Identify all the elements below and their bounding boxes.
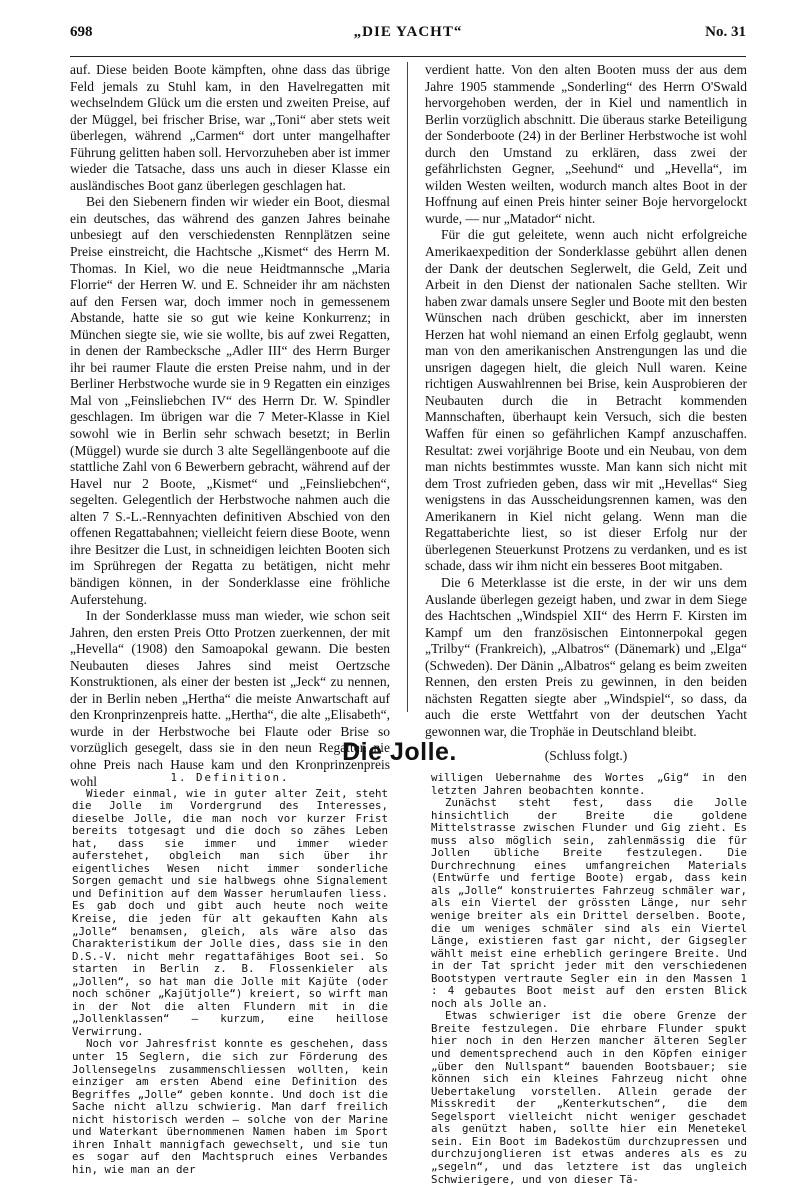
article-signoff: (Schluss folgt.) [544, 748, 628, 764]
paragraph: Die 6 Meterklasse ist die erste, in der wir uns dem Auslande überlegen gezeigt haben, und zwar in dem Siege des Hachtschen „Windspiel XII“ des Herrn F. Kirsten im Kampf um den französischen Eintonnerpokal gegen „Trilby“ (Frankreich), „Albatros“ (Dänemark) und „Elga“ (Schweden). Der Dänin „Albatros“ gelang es beim zweiten Rennen, den ersten Preis zu gewinnen, in den beiden nächsten Regatten siegte aber „Windspiel“, so dass, da auch die erste Wettfahrt von der deutschen Yacht gewonnen war, die Trophäe in Deutschland bleibt. [425, 574, 747, 739]
header-rule [70, 56, 746, 57]
page-header [70, 24, 746, 46]
paragraph: Bei den Siebenern finden wir wieder ein Boot, diesmal ein deutsches, das während des ganzen Jahres beinahe unbesiegt auf den verschiedensten Rennplätzen seine Preise einstreicht, die Hachtsche „Kismet“ des Herrn M. Thomas. In Kiel, wo die neue Heidtmannsche „Maria Florrie“ der Herren W. und E. Schneider ihr am nächsten auf den Fersen war, doch immer noch in gemessenem Abstande, hatte sie so gut wie keine Konkurrenz; in München siegte sie, wie sie wollte, bis auf zwei Regatten, in denen der Rambecksche „Adler III“ des Herrn Burger ihr bei raumer Flaute die ersten Preise nahm, und in der Berliner Herbstwoche wurde sie in 9 Regatten ein einziges Mal von „Feinsliebchen IV“ des Herrn Dr. W. Spindler geschlagen. Im übrigen war die 7 Meter-Klasse in Kiel sowohl wie in Berlin sehr schwach besetzt; in Berlin (Müggel) wurde sie durch 3 alte Segellängenboote auf die stattliche Zahl von 6 Bewerbern gebracht, während auf der Havel nur 2 Boote, „Kismet“ und „Feinsliebchen“, segelten. Gelegentlich der Herbstwoche nahmen auch die alten 7 S.-L.-Rennyachten definitiven Abschied von den offenen Regattabahnen; vielleicht feiern diese Boote, wenn ihre Besitzer die Lust, in schneidigen leichten Booten sich im Sprühregen der Regatta zu betätigen, nicht mehr bändigen können, in der Sonderklasse eine fröhliche Auferstehung. [70, 194, 390, 607]
paragraph: verdient hatte. Von den alten Booten muss der aus dem Jahre 1905 stammende „Sonderling“ des Herrn O'Swald hervorgehoben werden, der in Kiel und namentlich in Berlin vorzüglich abschnitt. Die überaus starke Beteiligung der Sonderboote (24) in der Berliner Herbstwoche ist wohl durch den Umstand zu erklären, dass zwei der gefährlichsten Gegner, „Seehund“ und „Hevella“, im wilden Westen weilten, wodurch manch altes Boot in der Hoffnung auf einen Preis hinter seiner Boje hervorgelockt wurde, — nur „Matador“ nicht. [425, 62, 747, 226]
section-subhead: 1. Definition. [170, 771, 290, 784]
paragraph: Wieder einmal, wie in guter alter Zeit, steht die Jolle im Vordergrund des Interesses, dieselbe Jolle, die man noch vor kurzer Frist bereits totgesagt und die doch so zähes Leben hat, dass sie immer und immer wieder auferstehet, obgleich man sich über ihr eigentliches Wesen nicht immer sonderliche Sorgen gemacht und sie halbwegs ohne Signalement und Definition auf dem Wasser herumlaufen liess. Es gab doch und gibt auch heute noch weite Kreise, die jeden für alt gekauften Kahn als „Jolle“ benamsen, gleich, als wäre also das Charakteristikum der Jolle dies, dass sie in den D.S.-V. nicht mehr regattafähiges Boot sei. So starten in Berlin z. B. Flossenkieler als „Jollen“, so hat man die Jolle mit Kajüte (oder noch schöner „Kajütjolle“) kreiert, so wirft man in der Not die alten Flundern mit in die „Jollenklassen“ — kurzum, eine heillose Verwirrung. [72, 786, 388, 1038]
jolle-left-column [72, 772, 388, 1177]
page-number: 698 [70, 24, 93, 40]
section-title: Die Jolle. [342, 738, 457, 766]
issue-number: No. 31 [705, 24, 746, 40]
journal-title: „DIE YACHT“ [353, 24, 463, 40]
article-left-column [70, 62, 390, 790]
paragraph: auf. Diese beiden Boote kämpften, ohne dass das übrige Feld jemals zu Stuhl kam, in den Havelregatten mit wechselndem Glück um die ersten und zweiten Preise, auf der Müggel, bei frischer Brise, war „Toni“ aber stets weit überlegen, während „Carmen“ dort unter mangelhafter Führung gelitten haben soll. Hervorzuheben aber ist immer wieder die Tatsache, dass uns auch in dieser Klasse ein ausländisches Boot ganz überlegen geschlagen hat. [70, 62, 390, 193]
column-divider [407, 62, 408, 712]
paragraph: Noch vor Jahresfrist konnte es geschehen, dass unter 15 Seglern, die sich zur Förderung des Jollensegelns zusammenschliessen wollten, kein einziger am ersten Abend eine Definition des Begriffes „Jolle“ geben konnte. Und doch ist die Sache nicht allzu schwierig. Man darf freilich nicht historisch werden — solche von der Marine und Waterkant übernommenen Namen haben im Sport ihren Inhalt mannigfach gewechselt, und sie tun es sogar auf den Machtspruch eines Verbandes hin, wie man an der [72, 1037, 388, 1176]
paragraph: Für die gut geleitete, wenn auch nicht erfolgreiche Amerikaexpedition der Sonderklasse gebührt allen denen der Dank der deutschen Seglerwelt, die Geld, Zeit und Arbeit in den Dienst der nationalen Sache stellten. Wir haben zwar damals unsere Segler und Boote mit den besten Wünschen nach drüben geschickt, aber im innersten Herzen hat wohl niemand an einen Erfolg geglaubt, wenn man von den amerikanischen Anstrengungen las und die unsrigen dagegen hielt, die gleich Null waren. Keine richtigen Auswahlrennen bei Brise, kein Ausprobieren der Neubauten durch die in Betracht kommenden Mannschaften, überhaupt kein Versuch, sich die besten Waffen für einen so gefährlichen Kampf anzuschaffen. Resultat: zwei vorjährige Boote und ein Neubau, von dem man nichts bestimmtes wusste. Man kann sich nicht mit dem Trost zufrieden geben, dass wir mit „Hevellas“ Sieg wenigstens in das Ausscheidungsrennen kamen, was den Amerikanern in Kiel nicht gelang. Wenn man die Regattaberichte liest, so ist dieser Erfolg nur der überlegenen Steuerkunst Protzens zu verdanken, und es ist schade, dass wir ihm nicht ein besseres Boot mitgaben. [425, 227, 747, 574]
paragraph: Etwas schwieriger ist die obere Grenze der Breite festzulegen. Die ehrbare Flunder spukt hier noch in den Herzen mancher älteren Segler und dementsprechend auch in den Köpfen einiger „über den Nullspant“ bauenden Bootsbauer; sie können sich ein kleines Fahrzeug nicht ohne Uebertakelung vorstellen. Allein gerade der Misskredit der „Kenterkutschen“, die dem Segelsport vielleicht nicht weniger geschadet als genützt haben, sollte hier ein Menetekel sein. Ein Boot im Badekostüm durchzupressen und durchzujonglieren ist etwas anderes als es zu „segeln“, und das letztere ist das ungleich Schwierigere, und von dieser Tä- [431, 1009, 747, 1186]
paragraph: willigen Uebernahme des Wortes „Gig“ in den letzten Jahren beobachten konnte. [431, 771, 747, 797]
article-right-column [425, 62, 747, 765]
paragraph: In der Sonderklasse muss man wieder, wie schon seit Jahren, den ersten Preis Otto Protzen zuerkennen, der mit „Hevella“ (1908) den Samoapokal gewann. Die besten Neubauten dieses Jahres sind meist Oertzsche Konstruktionen, als einer der besten ist „Jeck“ zu nennen, der in Berlin neben „Hertha“ die meiste Anwartschaft auf den Kronprinzenpreis hatte. „Hertha“, die alte „Elisabeth“, wurde in der Herbstwoche bei Flaute oder Brise so vorzüglich gesegelt, dass sie in den neun Regatten nie ohne Preis nach Hause kam und den Kronprinzenpreis wohl [70, 608, 390, 789]
jolle-right-column [431, 772, 747, 1186]
paragraph: Zunächst steht fest, dass die Jolle hinsichtlich der Breite die goldene Mittelstrasse zwischen Flunder und Gig zieht. Es muss also möglich sein, zahlenmässig die für Jollen übliche Breite festzulegen. Die Durchrechnung eines umfangreichen Materials (Entwürfe und fertige Boote) ergab, dass kein als „Jolle“ konstruiertes Fahrzeug schmäler war, als ein Viertel der grössten Länge, nur sehr wenige breiter als ein Drittel derselben. Boote, die um weniges schmäler sind als ein Viertel Länge, existieren fast gar nicht, der Gigsegler wählt meist eine erheblich geringere Breite. Und in der Tat spricht jeder mit den verschiedenen Bootstypen vertraute Segler ein in den Massen 1 : 4 gebautes Boot meist auf den ersten Blick noch als Jolle an. [431, 796, 747, 1010]
